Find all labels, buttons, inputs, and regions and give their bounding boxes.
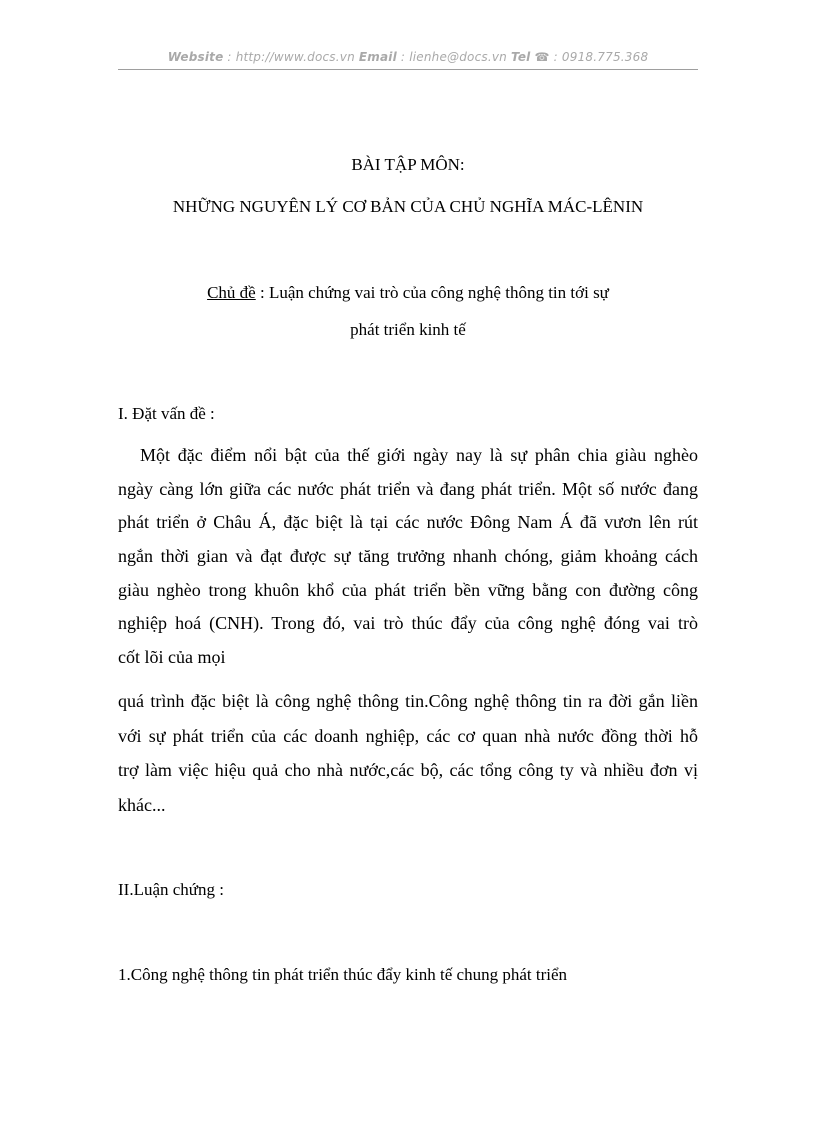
paragraph-line: giàu nghèo trong khuôn khổ của phát triển bền vững bằng con đường công — [118, 580, 698, 600]
email-value: : lienhe@docs.vn — [396, 50, 511, 64]
header-divider — [118, 69, 698, 70]
paragraph-line: khác... — [118, 795, 166, 815]
website-label: Website — [167, 50, 224, 64]
paragraph-line: với sự phát triển của các doanh nghiệp, các cơ quan nhà nước đồng thời hỗ — [118, 726, 698, 746]
title-line-1: BÀI TẬP MÔN: — [351, 155, 465, 174]
website-value: : http://www.docs.vn — [223, 50, 359, 64]
subject-line-2: phát triển kinh tế — [350, 320, 466, 339]
paragraph-line: trợ làm việc hiệu quả cho nhà nước,các bộ, các tổng công ty và nhiều đơn vị — [118, 760, 698, 780]
section-1-heading: I. Đặt vấn đề : — [118, 404, 215, 423]
paragraph-line: quá trình đặc biệt là công nghệ thông tin.Công nghệ thông tin ra đời gắn liền — [118, 691, 698, 711]
page-header — [0, 50, 816, 64]
title-line-2: NHỮNG NGUYÊN LÝ CƠ BẢN CỦA CHỦ NGHĨA MÁC-LÊNIN — [172, 197, 644, 216]
subject-label: Chủ đề — [207, 283, 256, 302]
paragraph-line: cốt lõi của mọi — [118, 647, 226, 667]
subject-text: : Luận chứng vai trò của công nghệ thông tin tới sự — [255, 283, 609, 302]
subject-line-1 — [0, 283, 816, 303]
paragraph-line: ngày càng lớn giữa các nước phát triển và đang phát triển. Một số nước đang — [118, 479, 698, 499]
email-label: Email — [358, 50, 397, 64]
paragraph-line: nghiệp hoá (CNH). Trong đó, vai trò thúc đẩy của công nghệ đóng vai trò — [118, 613, 698, 633]
section-2-heading: II.Luận chứng : — [118, 880, 224, 899]
paragraph-line: phát triển ở Châu Á, đặc biệt là tại các nước Đông Nam Á đã vươn lên rút — [118, 512, 698, 532]
section-2-subheading: 1.Công nghệ thông tin phát triển thúc đẩy kinh tế chung phát triển — [118, 965, 567, 984]
tel-value: ☎ : 0918.775.368 — [530, 50, 649, 64]
tel-label: Tel — [510, 50, 531, 64]
paragraph-line: Một đặc điểm nổi bật của thế giới ngày nay là sự phân chia giàu nghèo — [140, 445, 698, 465]
paragraph-line: ngắn thời gian và đạt được sự tăng trưởng nhanh chóng, giảm khoảng cách — [118, 546, 698, 566]
